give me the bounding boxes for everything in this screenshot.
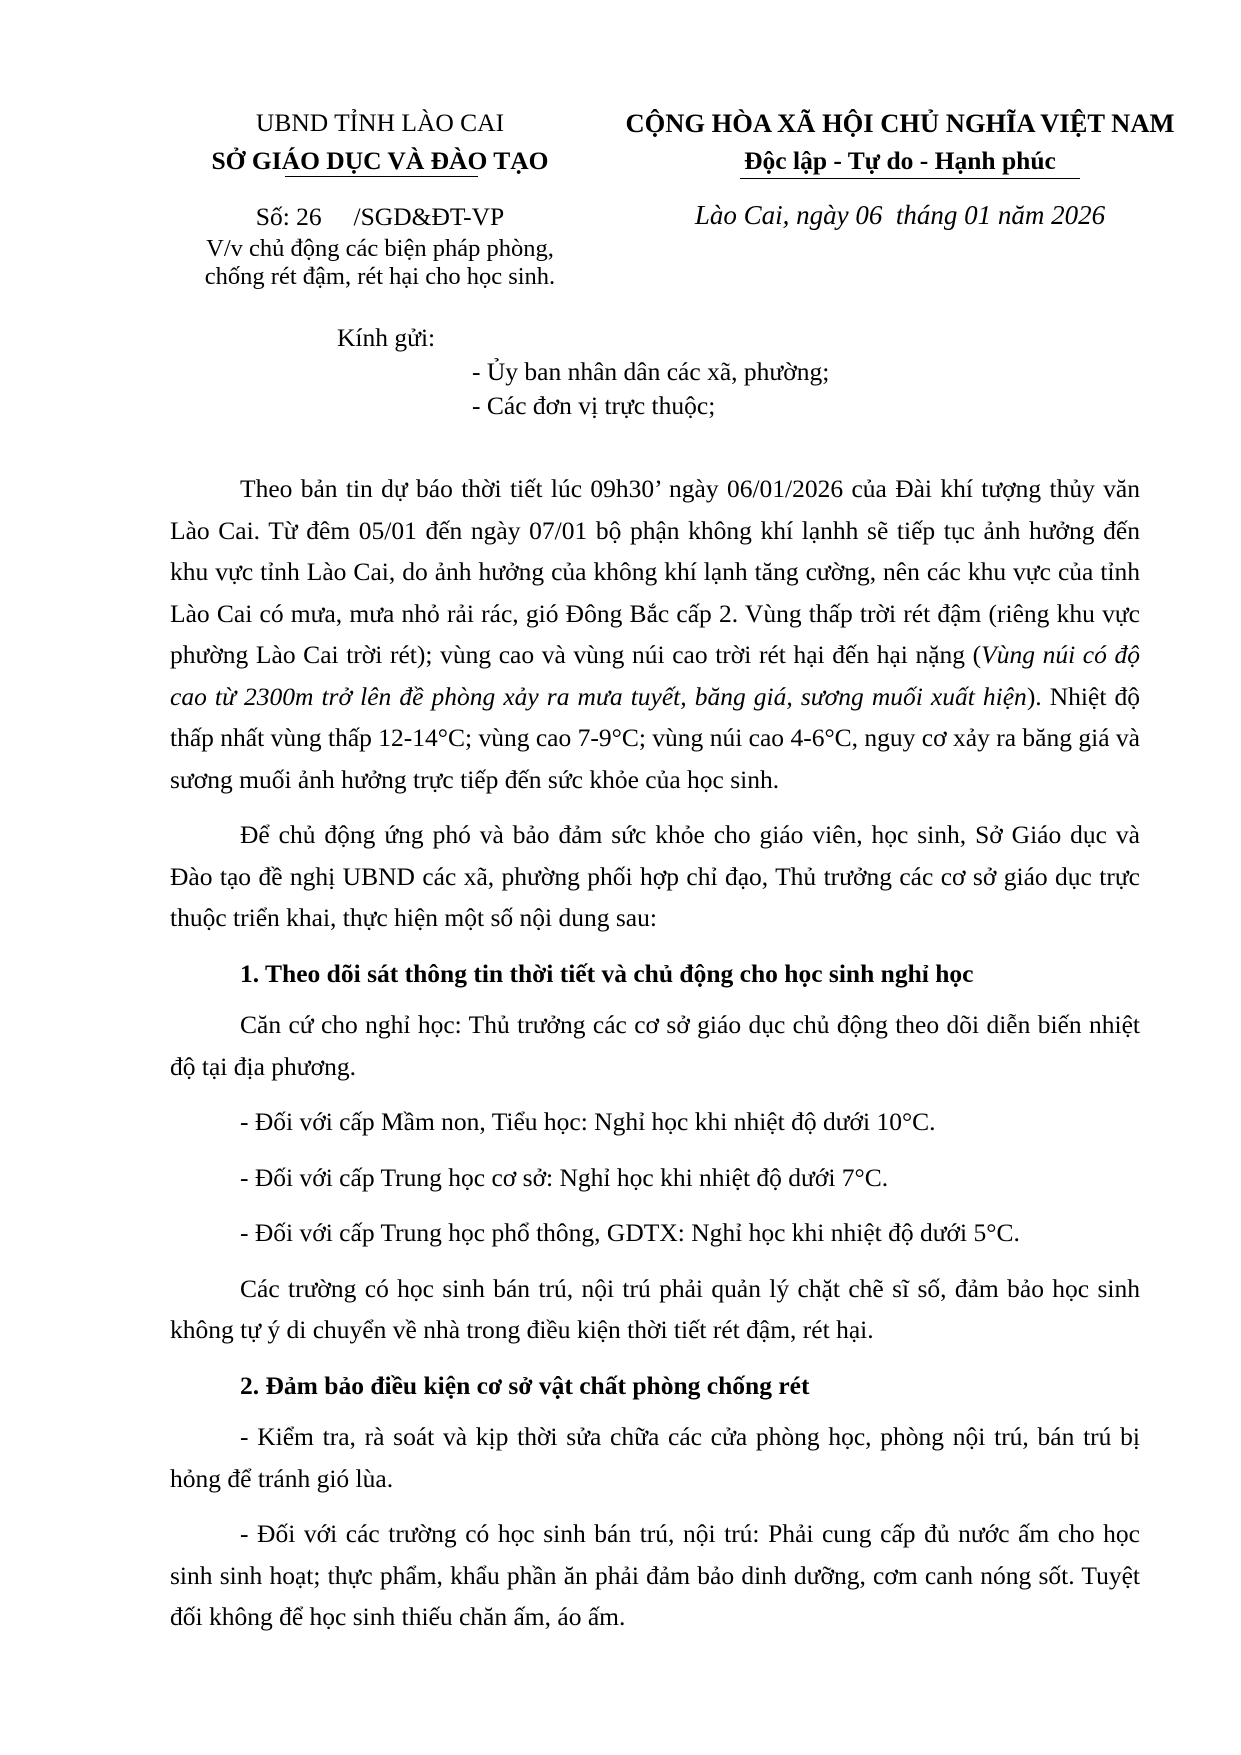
- paragraph-weather-forecast: [170, 468, 1140, 800]
- list-item-boarding-supplies: - Đối với các trường có học sinh bán trú, nội trú: Phải cung cấp đủ nước ấm cho học sinh sinh hoạt; thực phẩm, khẩu phần ăn phải đảm bảo dinh dưỡng, cơm canh nóng sốt. Tuyệt đối không để học sinh thiếu chăn ấm, áo ấm.: [170, 1519, 1140, 1631]
- letter-body: [170, 468, 1140, 1638]
- list-item-highschool: - Đối với cấp Trung học phổ thông, GDTX: Nghỉ học khi nhiệt độ dưới 5°C.: [240, 1218, 1020, 1247]
- motto: Độc lập - Tự do - Hạnh phúc: [744, 146, 1056, 175]
- department-underline: [285, 176, 478, 177]
- document-number: Số: 26 /SGD&ĐT-VP: [255, 202, 505, 231]
- list-item-secondary: - Đối với cấp Trung học cơ sở: Nghỉ học khi nhiệt độ dưới 7°C.: [240, 1162, 889, 1192]
- italic-note: Vùng núi có độ cao từ 2300m trở lên đề phòng xảy ra mưa tuyết, băng giá, sương muối xuất hiện: [170, 640, 1140, 711]
- section-heading-2: 2. Đảm bảo điều kiện cơ sở vật chất phòng chống rét: [240, 1370, 810, 1400]
- subject-line-1: V/v chủ động các biện pháp phòng,: [206, 235, 554, 262]
- agency-name: UBND TỈNH LÀO CAI: [255, 108, 505, 137]
- paragraph-text: ). Nhiệt độ thấp nhất vùng thấp 12-14°C; vùng cao 7-9°C; vùng núi cao 4-6°C, nguy cơ xảy ra băng giá và sương muối ảnh hưởng trực tiếp đến sức khỏe của học sinh.: [170, 681, 1140, 794]
- list-item-repairs: - Kiểm tra, rà soát và kịp thời sửa chữa các cửa phòng học, phòng nội trú, bán trú bị hỏng để tránh gió lùa.: [170, 1422, 1140, 1493]
- section-heading-1: 1. Theo dõi sát thông tin thời tiết và chủ động cho học sinh nghỉ học: [240, 958, 974, 988]
- paragraph-text: Theo bản tin dự báo thời tiết lúc 09h30’ ngày 06/01/2026 của Đài khí tượng thủy văn Lào Cai. Từ đêm 05/01 đến ngày 07/01 bộ phận không khí lạnhh sẽ tiếp tục ảnh hưởng đến khu vực tỉnh Lào Cai, do ảnh hưởng của không khí lạnh tăng cường, nên các khu vực của tỉnh Lào Cai có mưa, mưa nhỏ rải rác, gió Đông Bắc cấp 2. Vùng thấp trời rét đậm (riêng khu vực phường Lào Cai trời rét); vùng cao và vùng núi cao trời rét hại đến hại nặng (: [170, 474, 1140, 669]
- paragraph-request: Để chủ động ứng phó và bảo đảm sức khỏe cho giáo viên, học sinh, Sở Giáo dục và Đào tạo đề nghị UBND các xã, phường phối hợp chỉ đạo, Thủ trưởng các cơ sở giáo dục trực thuộc triển khai, thực hiện một số nội dung sau:: [170, 820, 1140, 932]
- nation-title: CỘNG HÒA XÃ HỘI CHỦ NGHĨA VIỆT NAM: [625, 108, 1175, 138]
- date-line: Lào Cai, ngày 06 tháng 01 năm 2026: [694, 200, 1106, 230]
- recipients-label: Kính gửi:: [337, 323, 436, 352]
- recipient-item: - Các đơn vị trực thuộc;: [472, 391, 716, 420]
- subject-line-2: chống rét đậm, rét hại cho học sinh.: [204, 263, 556, 290]
- paragraph-boarding: Các trường có học sinh bán trú, nội trú phải quản lý chặt chẽ sĩ số, đảm bảo học sinh không tự ý di chuyển về nhà trong điều kiện thời tiết rét đậm, rét hại.: [170, 1273, 1140, 1344]
- paragraph-basis: Căn cứ cho nghỉ học: Thủ trưởng các cơ sở giáo dục chủ động theo dõi diễn biến nhiệt độ tại địa phương.: [170, 1010, 1140, 1081]
- department-name: SỞ GIÁO DỤC VÀ ĐÀO TẠO: [211, 146, 549, 175]
- recipient-item: - Ủy ban nhân dân các xã, phường;: [472, 357, 830, 386]
- motto-underline: [740, 178, 1080, 179]
- list-item-preschool: - Đối với cấp Mầm non, Tiểu học: Nghỉ học khi nhiệt độ dưới 10°C.: [240, 1107, 936, 1136]
